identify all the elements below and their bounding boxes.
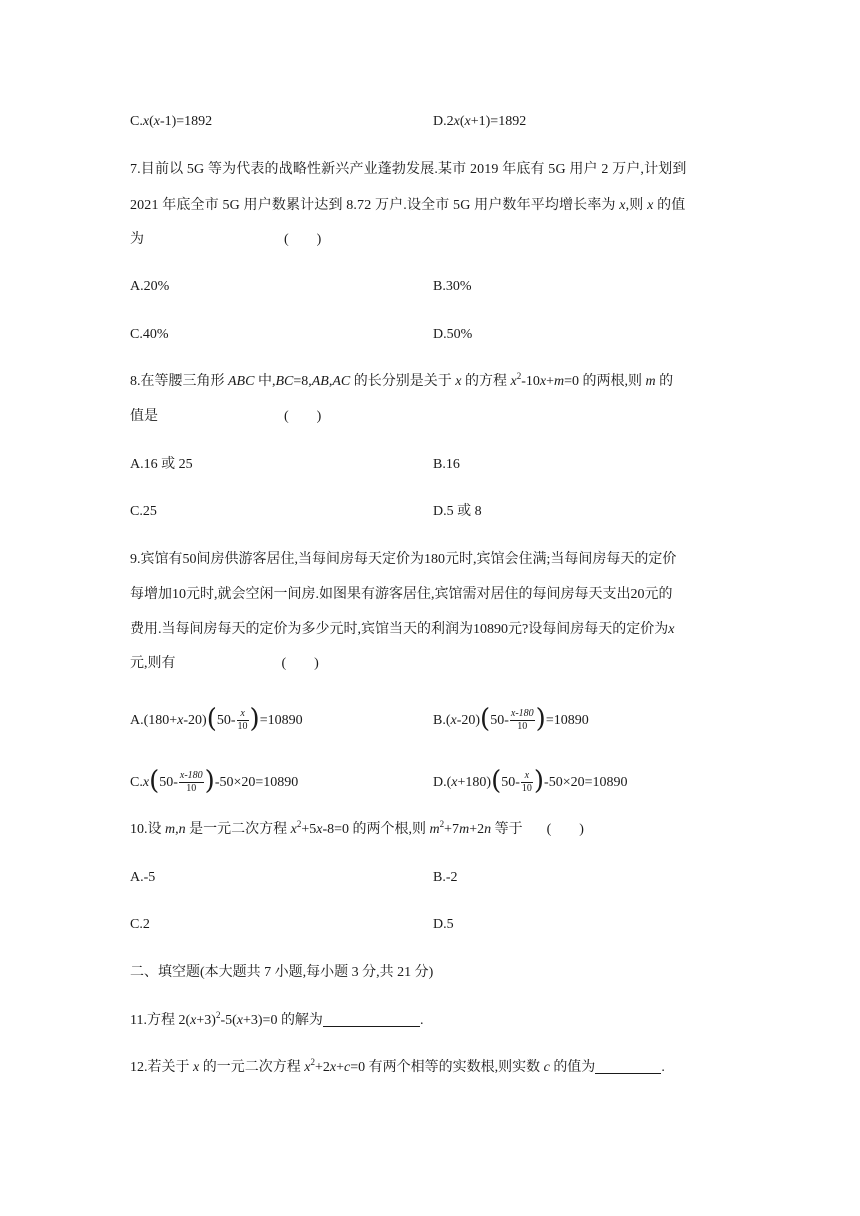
q9-stem-line4: 元,则有 ( ) <box>130 654 730 674</box>
q9-stem-line1: 9.宾馆有50间房供游客居住,当每间房每天定价为180元时,宾馆会住满;当每间房每天的定价 <box>130 552 677 567</box>
q9-option-d: D.(x+180) ( 50- $\frac{x}{10}$ ) -50×20=10890 <box>433 765 628 796</box>
q10-option-a: A.-5 <box>130 870 156 885</box>
q8-stem-line1: 8.在等腰三角形 ABC 中,BC=8,AB,AC 的长分别是关于 x 的方程 $x^2-10x+m=0$ 的两根,则 m 的 <box>130 371 674 389</box>
q7-option-d: D.50% <box>433 327 473 342</box>
section-title: 二、填空题(本大题共 7 小题,每小题 3 分,共 21 分) <box>130 965 434 980</box>
q8-option-a: A.16 或 25 <box>130 457 193 472</box>
q9-option-c: C.x ( 50- $\frac{x-180}{10}$ ) -50×20=10890 <box>130 765 299 796</box>
q7-stem-line2: 2021 年底全市 5G 用户数累计达到 8.72 万户.设全市 5G 用户数年平均增长率为 x,则 x 的值 <box>130 198 686 213</box>
q9-stem-line2: 每增加10元时,就会空闲一间房.如图果有游客居住,宾馆需对居住的每间房每天支出20元的 <box>130 587 673 602</box>
q8-stem-line2: 值是 ( ) <box>130 407 730 427</box>
answer-parentheses: ( ) <box>284 409 322 424</box>
q7-option-c: C.40% <box>130 327 169 342</box>
q8-option-b: B.16 <box>433 457 460 472</box>
q6-option-c: C.x(x-1)=1892 <box>130 114 213 129</box>
q7-stem-line3: 为 ( ) <box>130 230 730 250</box>
q8-option-c: C.25 <box>130 504 157 519</box>
q10-option-b: B.-2 <box>433 870 458 885</box>
q9-option-a: A.(180+x-20) ( 50- $\frac{x}{10}$ ) =10890 <box>130 703 303 734</box>
q7-option-b: B.30% <box>433 279 472 294</box>
q12-stem: 12.若关于 x 的一元二次方程 $x^2+2x+c=0$ 有两个相等的实数根,则实数 c 的值为 . <box>130 1057 665 1075</box>
q6-option-d: D.2x(x+1)=1892 <box>433 114 527 129</box>
q7-option-a: A.20% <box>130 279 170 294</box>
q9-option-b: B.(x-20) ( 50- $\frac{x-180}{10}$ ) =10890 <box>433 703 589 734</box>
answer-parentheses: ( ) <box>284 232 322 247</box>
q10-option-c: C.2 <box>130 917 150 932</box>
answer-blank <box>323 1012 420 1027</box>
q9-stem-line3: 费用.当每间房每天的定价为多少元时,宾馆当天的利润为10890元?设每间房每天的定价为x <box>130 622 675 637</box>
q7-stem-line1: 7.目前以 5G 等为代表的战略性新兴产业蓬勃发展.某市 2019 年底有 5G 用户 2 万户,计划到 <box>130 162 687 177</box>
answer-parentheses: ( ) <box>546 822 584 837</box>
q11-stem: 11.方程 $2(x+3)^2-5(x+3)=0$ 的解为 . <box>130 1010 424 1028</box>
q8-option-d: D.5 或 8 <box>433 504 482 519</box>
answer-parentheses: ( ) <box>281 656 319 671</box>
q10-option-d: D.5 <box>433 917 454 932</box>
q10-stem: 10.设 m,n 是一元二次方程 $x^2+5x-8=0$ 的两个根,则 $m^2+7m+2n$ 等于 ( ) <box>130 820 730 840</box>
answer-blank <box>595 1059 661 1074</box>
